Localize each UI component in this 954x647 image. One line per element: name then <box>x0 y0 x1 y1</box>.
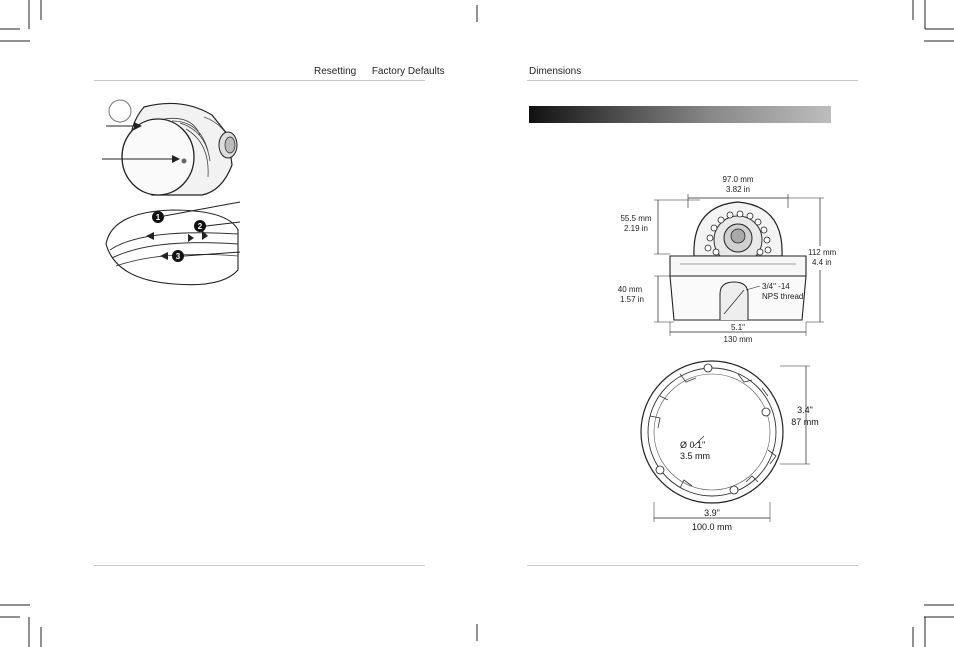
dim-hole-in: Ø 0.1" <box>680 440 706 450</box>
camera-reset-illustration <box>92 95 252 200</box>
dim-base-width-in: 5.1" <box>731 323 745 332</box>
camera-dimensions-drawing <box>610 172 850 350</box>
dim-base-width-mm: 130 mm <box>723 335 753 344</box>
ring-arrow-detail <box>102 200 244 288</box>
dim-width-in: 3.82 in <box>725 185 751 194</box>
header-title-dimensions: Dimensions <box>529 66 582 77</box>
dim-mount-width-mm: 100.0 mm <box>691 522 733 532</box>
header-rule-right <box>527 80 858 81</box>
dim-hole-mm: 3.5 mm <box>680 451 711 461</box>
callout-1: 1 <box>155 213 161 222</box>
dim-thread-type: NPS thread <box>762 292 804 301</box>
header-section <box>314 66 445 77</box>
dim-thread-size: 3/4" -14 <box>762 282 790 291</box>
header-title-factory-defaults: Factory Defaults <box>371 66 445 77</box>
header-rule-left <box>94 80 425 81</box>
dim-base-in: 1.57 in <box>619 295 645 304</box>
footer-rule-left <box>94 565 425 566</box>
dim-mount-width-in: 3.9" <box>704 508 720 518</box>
dim-dome-in: 2.19 in <box>623 224 649 233</box>
section-gradient-bar <box>529 106 831 123</box>
header-title-resetting: Resetting <box>314 66 357 77</box>
callout-2: 2 <box>197 222 203 231</box>
dim-total-in: 4.4 in <box>812 258 832 267</box>
dim-width-mm: 97.0 mm <box>722 175 754 184</box>
dim-mount-height-in: 3.4" <box>797 405 813 415</box>
callout-3: 3 <box>175 252 181 261</box>
dim-base-mm: 40 mm <box>617 285 643 294</box>
mount-base-dimensions-drawing <box>620 352 840 538</box>
dim-dome-mm: 55.5 mm <box>620 214 652 223</box>
dim-total-mm: 112 mm <box>808 248 837 257</box>
footer-rule-right <box>527 565 858 566</box>
dim-mount-height-mm: 87 mm <box>791 417 819 427</box>
